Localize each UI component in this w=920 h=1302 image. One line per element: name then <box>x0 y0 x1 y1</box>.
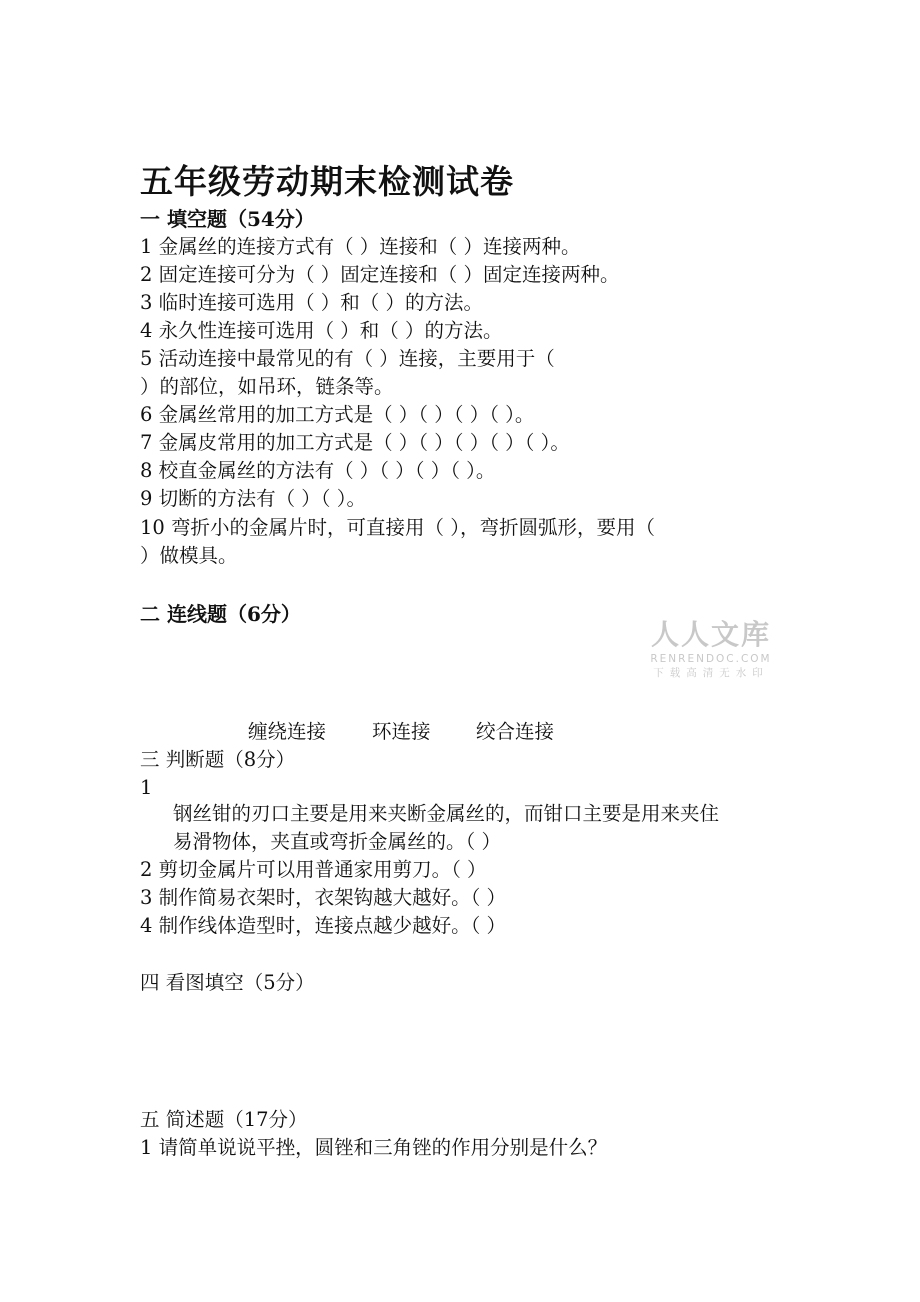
fill-question-7: 7 金属皮常用的加工方式是（ ）（ ）（ ）（ ）（ ）。 <box>140 431 570 454</box>
watermark-url: RENRENDOC.COM <box>650 653 772 665</box>
fill-question-5-cont: ）的部位，如吊环，链条等。 <box>140 375 394 398</box>
fill-question-8: 8 校直金属丝的方法有（ ）（ ）（ ）（ ）。 <box>140 459 496 482</box>
judge-question-4: 4 制作线体造型时，连接点越少越好。（ ） <box>140 914 507 937</box>
judge-question-3: 3 制作简易衣架时，衣架钩越大越好。（ ） <box>140 886 507 909</box>
fill-question-5: 5 活动连接中最常见的有（ ）连接，主要用于（ <box>140 347 555 370</box>
fill-question-10: 10 弯折小的金属片时，可直接用（ ），弯折圆弧形，要用（ <box>140 516 655 539</box>
section-short-heading: 五 简述题（17分） <box>140 1108 308 1131</box>
page-title: 五年级劳动期末检测试卷 <box>140 162 514 201</box>
match-item-wrap-connection: 缠绕连接 <box>248 720 327 743</box>
watermark-tagline: 下载高清无水印 <box>653 667 769 679</box>
fill-question-10-cont: ）做模具。 <box>140 544 238 567</box>
fill-question-9: 9 切断的方法有（ ）（ ）。 <box>140 487 367 510</box>
section-judge-heading: 三 判断题（8分） <box>140 748 296 771</box>
match-item-ring-connection: 环连接 <box>372 720 431 743</box>
fill-question-6: 6 金属丝常用的加工方式是（ ）（ ）（ ）（ ）。 <box>140 403 535 426</box>
judge-question-1-cont: 易滑物体，夹直或弯折金属丝的。（ ） <box>173 830 501 853</box>
section-picture-heading: 四 看图填空（5分） <box>140 971 315 994</box>
watermark-main-text: 人人文库 <box>650 618 771 651</box>
fill-question-3: 3 临时连接可选用（ ）和（ ）的方法。 <box>140 291 484 314</box>
watermark-logo <box>646 618 776 680</box>
section-fill-heading: 一 填空题（54分） <box>140 207 315 231</box>
section-match-heading: 二 连线题（6分） <box>140 602 301 626</box>
match-item-twist-connection: 绞合连接 <box>476 720 555 743</box>
fill-question-1: 1 金属丝的连接方式有（ ）连接和（ ）连接两种。 <box>140 235 581 258</box>
fill-question-2: 2 固定连接可分为（ ）固定连接和（ ）固定连接两种。 <box>140 263 620 286</box>
judge-question-2: 2 剪切金属片可以用普通家用剪刀。（ ） <box>140 858 487 881</box>
fill-question-4: 4 永久性连接可选用（ ）和（ ）的方法。 <box>140 319 503 342</box>
judge-question-1: 钢丝钳的刃口主要是用来夹断金属丝的，而钳口主要是用来夹住 <box>173 802 720 825</box>
short-question-1: 1 请简单说说平挫，圆锉和三角锉的作用分别是什么？ <box>140 1136 608 1159</box>
judge-question-1-number: 1 <box>140 776 153 799</box>
